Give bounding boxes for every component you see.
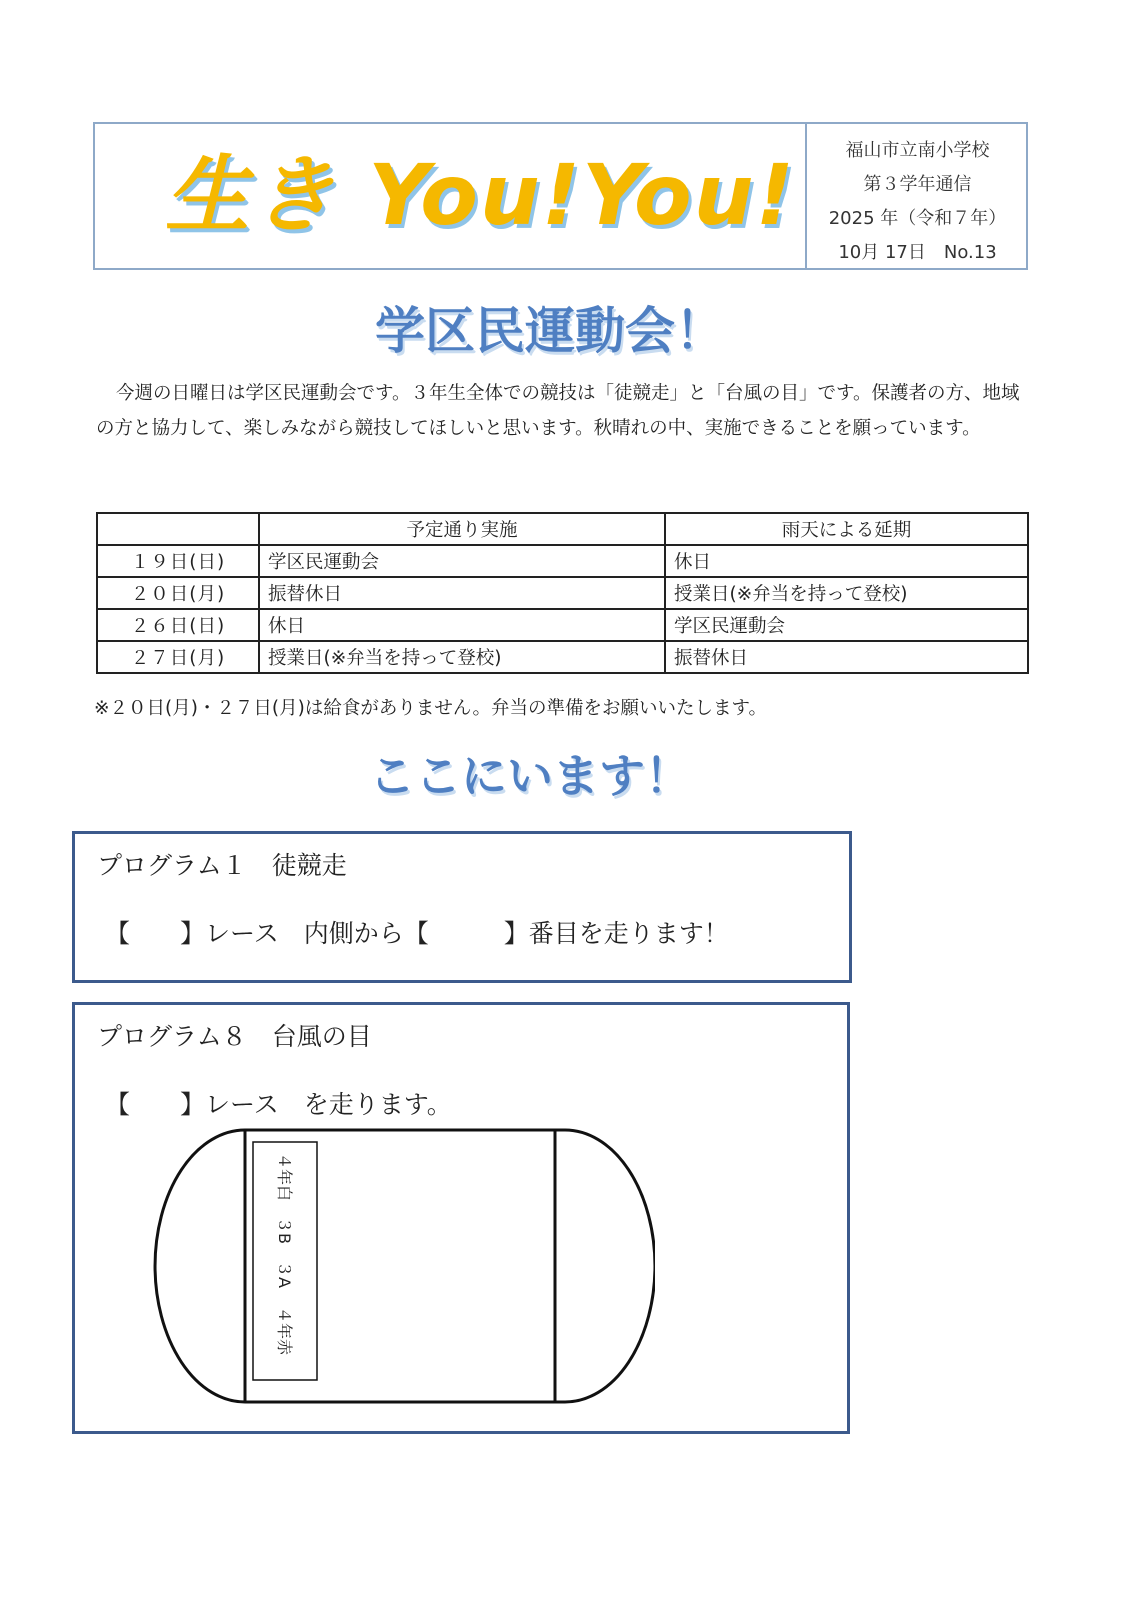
track-outline: [155, 1130, 655, 1402]
table-cell-planned: 授業日(※弁当を持って登校): [259, 641, 665, 673]
table-header-cell: 雨天による延期: [665, 513, 1028, 545]
table-cell-date: ２６日(日): [97, 609, 259, 641]
table-cell-rain: 休日: [665, 545, 1028, 577]
table-cell-rain: 振替休日: [665, 641, 1028, 673]
table-header-cell: [97, 513, 259, 545]
table-row: [97, 545, 1028, 577]
table-note: ※２０日(月)・２７日(月)は給食がありません。弁当の準備をお願いいたします。: [94, 698, 768, 719]
table-header-row: [97, 513, 1028, 545]
lane-label: ４年白: [275, 1153, 294, 1202]
program-8-box: [72, 1002, 850, 1434]
program-8-title: プログラム８ 台風の目: [97, 1022, 372, 1051]
issue-year: 2025 年（令和７年）: [828, 208, 1007, 229]
lane-label: ４年赤: [275, 1307, 294, 1356]
table-cell-date: ２７日(月): [97, 641, 259, 673]
track-diagram: [145, 1125, 655, 1415]
table-cell-planned: 学区民運動会: [259, 545, 665, 577]
school-name: 福山市立南小学校: [845, 140, 990, 161]
table-row: [97, 641, 1028, 673]
table-cell-planned: 休日: [259, 609, 665, 641]
table-cell-date: ２０日(月): [97, 577, 259, 609]
issue-date-number: 10月 17日 No.13: [838, 242, 997, 263]
table-row: [97, 577, 1028, 609]
table-cell-rain: 授業日(※弁当を持って登校): [665, 577, 1028, 609]
schedule-table: [96, 512, 1029, 674]
program-1-title: プログラム１ 徒競走: [97, 851, 347, 880]
section-title-sports-day: 学区民運動会！: [375, 302, 725, 360]
table-cell-date: １９日(日): [97, 545, 259, 577]
program-8-race-line: 【 】レース を走ります。: [105, 1090, 452, 1119]
section-title-here-we-are: ここにいます！: [369, 749, 691, 803]
program-1-race-line: 【 】レース 内側から【 】番目を走ります！: [105, 919, 729, 948]
newsletter-name: 第３学年通信: [863, 174, 972, 195]
newsletter-logo-title: 生き You!You!: [165, 146, 796, 244]
lane-label: ３A: [275, 1261, 294, 1288]
newsletter-header: [93, 122, 1028, 270]
table-header-cell: 予定通り実施: [259, 513, 665, 545]
lane-label: ３B: [275, 1217, 294, 1244]
intro-paragraph: 今週の日曜日は学区民運動会です。３年生全体での競技は「徒競走」と「台風の目」です。保護者の方、地域の方と協力して、楽しみながら競技してほしいと思います。秋晴れの中、実施できることを願っています。: [96, 383, 1020, 439]
table-cell-planned: 振替休日: [259, 577, 665, 609]
table-row: [97, 609, 1028, 641]
program-1-box: [72, 831, 852, 983]
table-cell-rain: 学区民運動会: [665, 609, 1028, 641]
